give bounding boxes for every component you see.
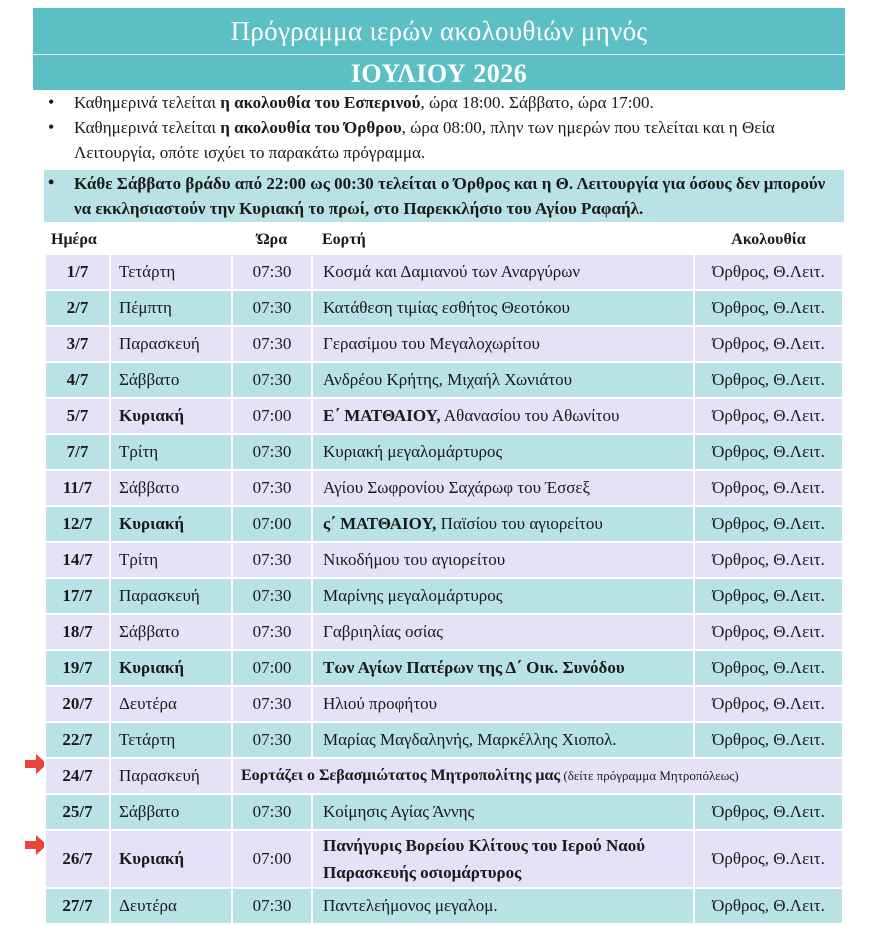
day-cell: Πέμπτη (110, 290, 232, 326)
feast-note: (δείτε πρόγραμμα Μητροπόλεως) (560, 768, 739, 783)
table-row (45, 888, 843, 924)
note-text: , ώρα 08:00, πλην των ημερών που τελείται και η Θεία Λειτουργία, οπότε ισχύει το παρακάτω πρόγραμμα. (74, 118, 775, 162)
date-cell: 18/7 (45, 614, 110, 650)
col-header-service: Ακολουθία (731, 231, 806, 248)
date-cell: 27/7 (45, 888, 110, 924)
service-cell: Όρθρος, Θ.Λειτ. (694, 650, 843, 686)
feast-cell: Κυριακή μεγαλομάρτυρος (312, 434, 694, 470)
feast-cell (312, 398, 694, 434)
feast-text: Αθανασίου του Αθωνίτου (440, 406, 620, 425)
time-cell: 07:30 (232, 794, 312, 830)
table-row (45, 578, 843, 614)
day-cell: Τετάρτη (110, 722, 232, 758)
date-cell: 22/7 (45, 722, 110, 758)
date-cell: 3/7 (45, 326, 110, 362)
date-cell: 24/7 (45, 758, 110, 794)
feast-cell (312, 506, 694, 542)
feast-bold: ς΄ ΜΑΤΘΑΙΟΥ, (323, 514, 437, 533)
table-row (45, 506, 843, 542)
day-cell: Παρασκευή (110, 578, 232, 614)
day-cell: Σάββατο (110, 794, 232, 830)
table-row (45, 290, 843, 326)
time-cell: 07:00 (232, 506, 312, 542)
day-cell: Σάββατο (110, 470, 232, 506)
date-cell: 17/7 (45, 578, 110, 614)
time-cell: 07:30 (232, 888, 312, 924)
time-cell: 07:30 (232, 722, 312, 758)
day-cell: Δευτέρα (110, 686, 232, 722)
date-cell: 5/7 (45, 398, 110, 434)
table-row (45, 398, 843, 434)
table-row (45, 254, 843, 290)
feast-cell (312, 650, 694, 686)
service-cell: Όρθρος, Θ.Λειτ. (694, 290, 843, 326)
time-cell: 07:30 (232, 326, 312, 362)
service-cell: Όρθρος, Θ.Λειτ. (694, 362, 843, 398)
feast-bold: Πανήγυρις Βορείου Κλίτους του Ιερού Ναού (323, 836, 646, 855)
day-cell: Κυριακή (110, 398, 232, 434)
service-cell: Όρθρος, Θ.Λειτ. (694, 254, 843, 290)
service-cell: Όρθρος, Θ.Λειτ. (694, 398, 843, 434)
note-text: , ώρα 18:00. Σάββατο, ώρα 17:00. (420, 93, 654, 112)
table-row (45, 470, 843, 506)
day-cell: Τρίτη (110, 542, 232, 578)
service-cell: Όρθρος, Θ.Λειτ. (694, 794, 843, 830)
date-cell: 7/7 (45, 434, 110, 470)
service-cell: Όρθρος, Θ.Λειτ. (694, 542, 843, 578)
date-cell: 14/7 (45, 542, 110, 578)
feast-cell: Ανδρέου Κρήτης, Μιχαήλ Χωνιάτου (312, 362, 694, 398)
table-row (45, 794, 843, 830)
day-cell: Κυριακή (110, 830, 232, 888)
date-cell: 25/7 (45, 794, 110, 830)
note-text: Καθημερινά τελείται (74, 93, 221, 112)
page-title: Πρόγραμμα ιερών ακολουθιών μηνός (230, 16, 648, 46)
feast-cell: Νικοδήμου του αγιορείτου (312, 542, 694, 578)
time-cell: 07:30 (232, 470, 312, 506)
page-subtitle-month: ΙΟΥΛΙΟΥ 2026 (350, 59, 528, 88)
date-cell: 2/7 (45, 290, 110, 326)
feast-bold: Των Αγίων Πατέρων της Δ΄ Οικ. Συνόδου (323, 658, 625, 677)
service-cell: Όρθρος, Θ.Λειτ. (694, 326, 843, 362)
table-header-row (45, 227, 843, 254)
table-row (45, 362, 843, 398)
table-row (45, 434, 843, 470)
feast-cell: Παντελεήμονος μεγαλομ. (312, 888, 694, 924)
feast-bold: Παρασκευής οσιομάρτυρος (323, 863, 522, 882)
note-text: Κάθε Σάββατο βράδυ από 22:00 ως 00:30 τελείται ο Όρθρος και η Θ. Λειτουργία για όσους δεν μπορούν να εκκλησιαστούν την Κυριακή το πρωί, στο Παρεκκλήσιο του Αγίου Ραφαήλ. (74, 174, 826, 218)
date-cell: 19/7 (45, 650, 110, 686)
date-cell: 11/7 (45, 470, 110, 506)
col-header-feast: Εορτή (322, 231, 366, 248)
day-cell: Σάββατο (110, 362, 232, 398)
time-cell: 07:30 (232, 542, 312, 578)
note-vespers (44, 90, 844, 115)
table-row (45, 686, 843, 722)
date-cell: 4/7 (45, 362, 110, 398)
date-cell: 1/7 (45, 254, 110, 290)
day-cell: Παρασκευή (110, 758, 232, 794)
time-cell: 07:30 (232, 254, 312, 290)
service-cell: Όρθρος, Θ.Λειτ. (694, 578, 843, 614)
day-cell: Τετάρτη (110, 254, 232, 290)
service-cell: Όρθρος, Θ.Λειτ. (694, 888, 843, 924)
feast-cell (312, 830, 694, 888)
feast-cell: Ηλιού προφήτου (312, 686, 694, 722)
service-cell: Όρθρος, Θ.Λειτ. (694, 506, 843, 542)
feast-cell: Μαρίνης μεγαλομάρτυρος (312, 578, 694, 614)
day-cell: Τρίτη (110, 434, 232, 470)
feast-cell: Αγίου Σωφρονίου Σαχάρωφ του Έσσεξ (312, 470, 694, 506)
feast-cell: Κατάθεση τιμίας εσθήτος Θεοτόκου (312, 290, 694, 326)
day-cell: Κυριακή (110, 506, 232, 542)
feast-cell: Μαρίας Μαγδαληνής, Μαρκέλλης Χιοπολ. (312, 722, 694, 758)
date-cell: 26/7 (45, 830, 110, 888)
service-cell: Όρθρος, Θ.Λειτ. (694, 686, 843, 722)
time-cell: 07:00 (232, 398, 312, 434)
time-cell: 07:30 (232, 614, 312, 650)
divider (33, 54, 845, 55)
service-cell: Όρθρος, Θ.Λειτ. (694, 434, 843, 470)
date-cell: 12/7 (45, 506, 110, 542)
note-matins (44, 115, 844, 165)
note-bold: η ακολουθία του Όρθρου (220, 118, 402, 137)
day-cell: Παρασκευή (110, 326, 232, 362)
service-cell: Όρθρος, Θ.Λειτ. (694, 722, 843, 758)
day-cell: Δευτέρα (110, 888, 232, 924)
service-cell: Όρθρος, Θ.Λειτ. (694, 614, 843, 650)
table-row-highlighted (45, 758, 843, 794)
bullet-icon: • (48, 172, 55, 192)
feast-cell: Κοίμησις Αγίας Άννης (312, 794, 694, 830)
title-banner (33, 8, 845, 90)
service-cell: Όρθρος, Θ.Λειτ. (694, 470, 843, 506)
time-cell: 07:30 (232, 686, 312, 722)
col-header-time: Ώρα (256, 231, 288, 248)
note-saturday-night (44, 170, 844, 222)
note-bold: η ακολουθία του Εσπερινού (220, 93, 421, 112)
schedule-table (44, 227, 844, 925)
feast-span-cell (232, 758, 843, 794)
time-cell: 07:30 (232, 434, 312, 470)
table-row-highlighted (45, 830, 843, 888)
feast-cell: Γερασίμου του Μεγαλοχωρίτου (312, 326, 694, 362)
feast-bold: Ε΄ ΜΑΤΘΑΙΟΥ, (323, 406, 441, 425)
notes-list (44, 90, 844, 222)
time-cell: 07:30 (232, 362, 312, 398)
col-header-day: Ημέρα (51, 231, 97, 248)
feast-cell: Γαβριηλίας οσίας (312, 614, 694, 650)
table-row (45, 326, 843, 362)
table-row (45, 542, 843, 578)
time-cell: 07:00 (232, 650, 312, 686)
feast-bold: Εορτάζει ο Σεβασμιώτατος Μητροπολίτης μας (241, 767, 561, 784)
day-cell: Σάββατο (110, 614, 232, 650)
table-row (45, 722, 843, 758)
note-text: Καθημερινά τελείται (74, 118, 221, 137)
time-cell: 07:30 (232, 290, 312, 326)
time-cell: 07:30 (232, 578, 312, 614)
date-cell: 20/7 (45, 686, 110, 722)
day-cell: Κυριακή (110, 650, 232, 686)
bullet-icon: • (48, 92, 55, 112)
service-cell: Όρθρος, Θ.Λειτ. (694, 830, 843, 888)
table-row (45, 614, 843, 650)
table-row (45, 650, 843, 686)
bullet-icon: • (48, 117, 55, 137)
feast-cell: Κοσμά και Δαμιανού των Αναργύρων (312, 254, 694, 290)
time-cell: 07:00 (232, 830, 312, 888)
feast-text: Παϊσίου του αγιορείτου (436, 514, 603, 533)
